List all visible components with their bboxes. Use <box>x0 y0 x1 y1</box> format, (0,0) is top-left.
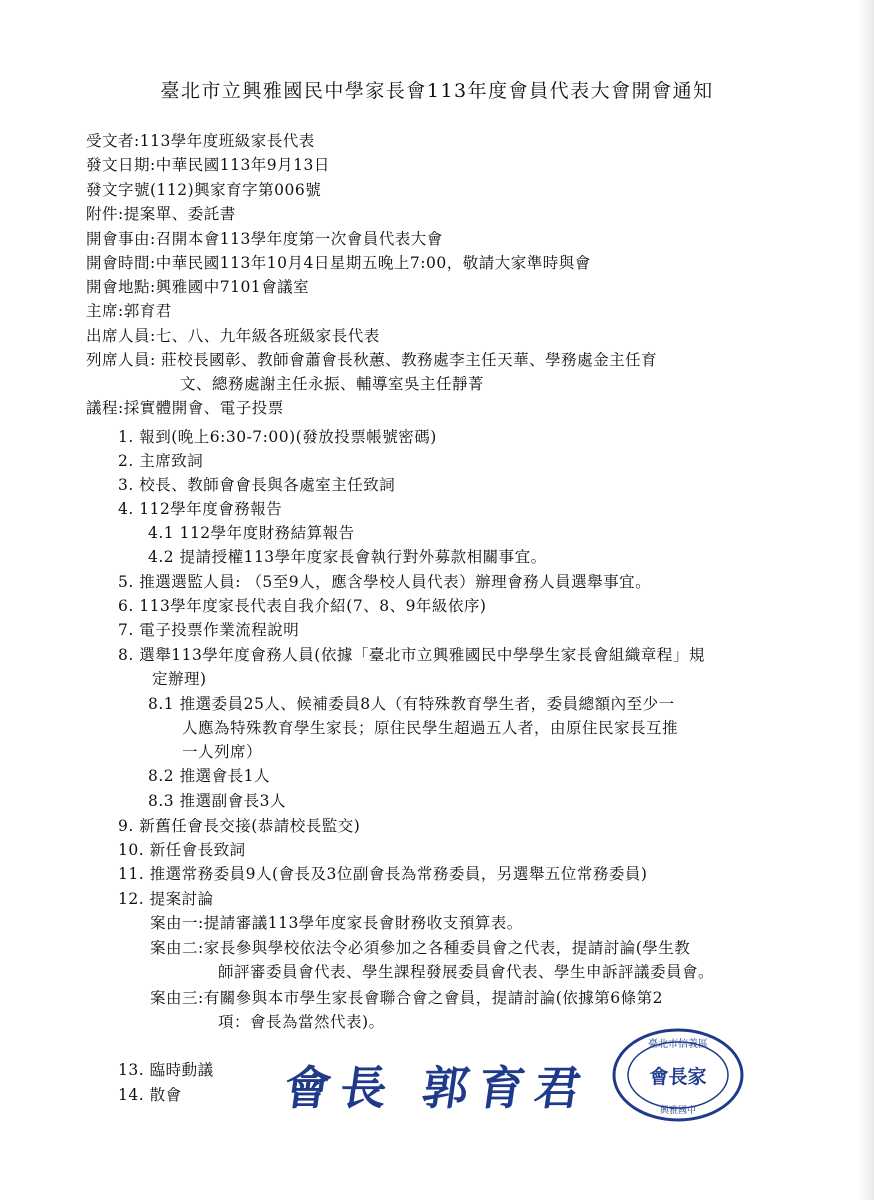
purpose-line: 開會事由:召開本會113學年度第一次會員代表大會 <box>86 230 443 248</box>
agenda-item-8-1-cont: 人應為特殊教育學生家長；原住民學生超過五人者，由原住民家長互推 <box>182 719 679 737</box>
agenda-item-4-1: 4.1 112學年度財務結算報告 <box>148 524 355 542</box>
seal-ring-text-bottom: 興雅國中 <box>659 1106 697 1116</box>
agenda-item-1: 1. 報到(晚上6:30-7:00)(發放投票帳號密碼) <box>118 428 437 446</box>
chair-line: 主席:郭育君 <box>86 302 172 320</box>
agenda-item-14: 14. 散會 <box>118 1086 182 1104</box>
agenda-item-8-2: 8.2 推選會長1人 <box>148 767 270 785</box>
agenda-item-13: 13. 臨時動議 <box>118 1061 214 1079</box>
agenda-item-7: 7. 電子投票作業流程說明 <box>118 621 300 639</box>
agenda-item-8: 8. 選舉113學年度會務人員(依據「臺北市立興雅國民中學學生家長會組織章程」規 <box>118 646 705 664</box>
issue-date-line: 發文日期:中華民國113年9月13日 <box>86 156 330 174</box>
attachments-line: 附件:提案單、委託書 <box>86 205 236 223</box>
agenda-item-4-2: 4.2 提請授權113學年度家長會執行對外募款相關事宜。 <box>148 548 547 566</box>
proposal-1: 案由一:提請審議113學年度家長會財務收支預算表。 <box>150 914 523 932</box>
agenda-item-8-1: 8.1 推選委員25人、候補委員8人（有特殊教育學生者，委員總額內至少一 <box>148 695 675 713</box>
agenda-item-12: 12. 提案討論 <box>118 890 214 908</box>
agenda-item-6: 6. 113學年度家長代表自我介紹(7、8、9年級依序) <box>118 597 487 615</box>
seal-ring-text: 臺北市信義區 <box>648 1039 708 1050</box>
agenda-item-2: 2. 主席致詞 <box>118 452 204 470</box>
agenda-item-8-1-cont2: 一人列席） <box>182 743 263 761</box>
agenda-item-3: 3. 校長、教師會會長與各處室主任致詞 <box>118 476 396 494</box>
time-line: 開會時間:中華民國113年10月4日星期五晚上7:00，敬請大家準時與會 <box>86 254 591 272</box>
proposal-2-cont: 師評審委員會代表、學生課程發展委員會代表、學生申訴評議委員會。 <box>218 963 715 981</box>
proposal-2: 案由二:家長參與學校依法令必須參加之各種委員會之代表，提請討論(學生教 <box>150 939 691 957</box>
association-seal-stamp <box>608 1025 748 1125</box>
agenda-item-5: 5. 推選選監人員: （5至9人，應含學校人員代表）辦理會務人員選舉事宜。 <box>118 573 652 591</box>
proposal-3: 案由三:有關參與本市學生家長會聯合會之會員，提請討論(依據第6條第2 <box>150 989 663 1007</box>
recipient-line: 受文者:113學年度班級家長代表 <box>86 132 315 150</box>
chair-signature: 會長 郭育君 <box>280 1061 595 1115</box>
observers-line: 列席人員: 莊校長國彰、教師會蕭會長秋蕙、教務處李主任天華、學務處金主任育 <box>86 351 658 369</box>
attendees-line: 出席人員:七、八、九年級各班級家長代表 <box>86 327 380 345</box>
observers-line-cont: 文、總務處謝主任永振、輔導室吳主任靜菁 <box>180 375 485 393</box>
page-edge-shadow <box>858 0 874 1200</box>
agenda-item-11: 11. 推選常務委員9人(會長及3位副會長為常務委員，另選舉五位常務委員) <box>118 865 648 883</box>
seal-center-text: 會長家 <box>649 1066 707 1088</box>
agenda-item-8-cont: 定辦理) <box>152 670 207 688</box>
agenda-item-8-3: 8.3 推選副會長3人 <box>148 792 286 810</box>
doc-number-line: 發文字號(112)興家育字第006號 <box>86 181 322 199</box>
document-title: 臺北市立興雅國民中學家長會113年度會員代表大會開會通知 <box>160 80 714 102</box>
agenda-item-10: 10. 新任會長致詞 <box>118 841 246 859</box>
proposal-3-cont: 項：會長為當然代表)。 <box>218 1013 385 1031</box>
agenda-item-9: 9. 新舊任會長交接(恭請校長監交) <box>118 817 361 835</box>
location-line: 開會地點:興雅國中7101會議室 <box>86 278 310 296</box>
agenda-item-4: 4. 112學年度會務報告 <box>118 500 283 518</box>
agenda-heading: 議程:採實體開會、電子投票 <box>86 399 284 417</box>
